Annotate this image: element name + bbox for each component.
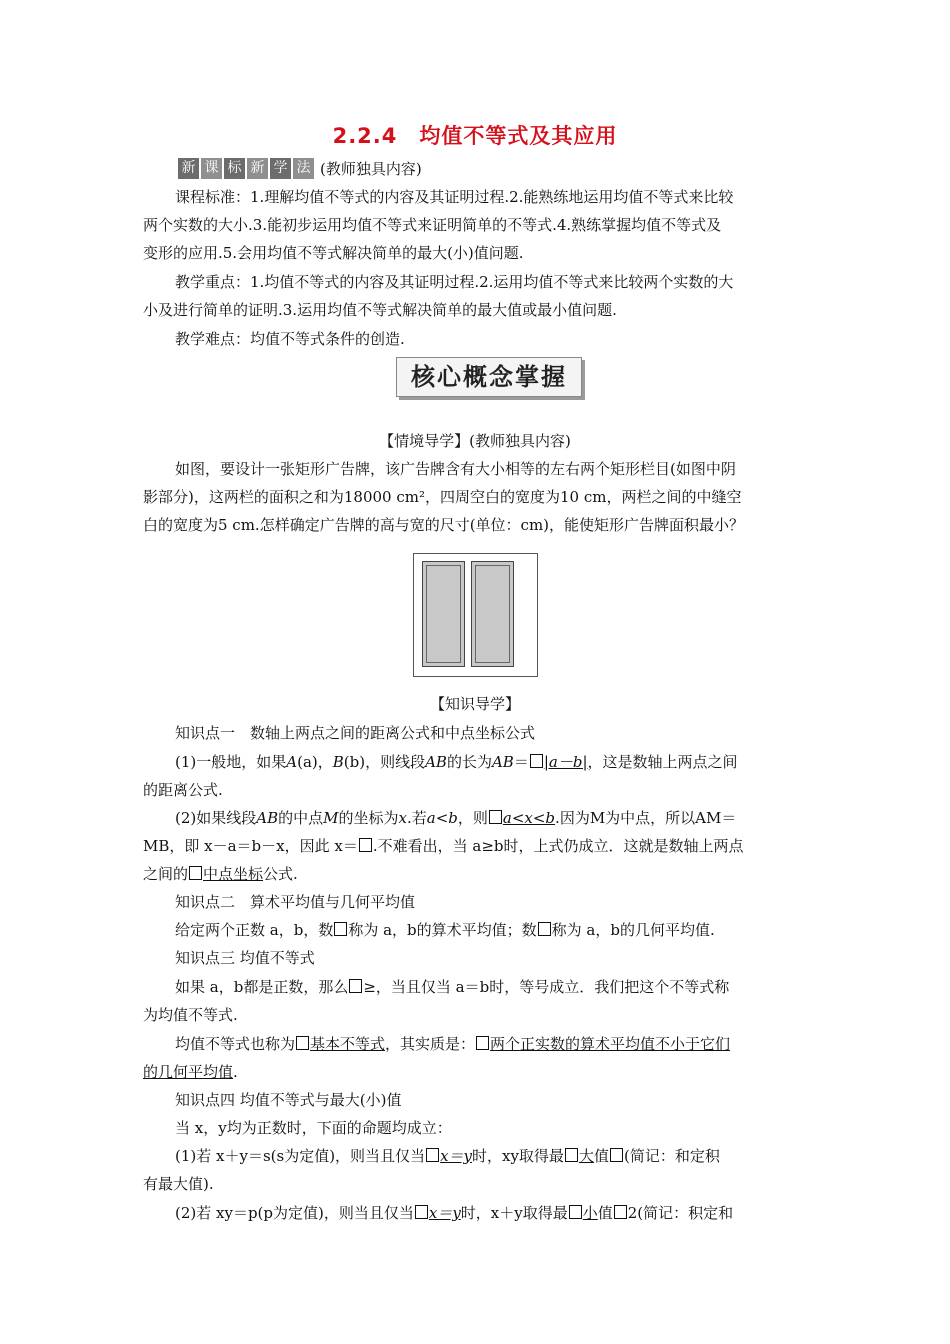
- right-column-panel: [471, 561, 514, 667]
- scenario-line: 白的宽度为5 cm.怎样确定广告牌的高与宽的尺寸(单位：cm)，能使矩形广告牌面积最小？: [143, 516, 745, 534]
- answer: 两个正实数的算术平均值不小于它们: [490, 1035, 731, 1053]
- kp4-intro: 当 x，y均为正数时，下面的命题均成立：: [175, 1119, 452, 1137]
- text: 的中点: [278, 809, 324, 827]
- kp3-line2: 为均值不等式.: [143, 1006, 238, 1024]
- kp3-title: 知识点三 均值不等式: [175, 949, 315, 967]
- badge-char: 新: [178, 158, 199, 179]
- text: 称为 a，b的几何平均值.: [551, 921, 715, 939]
- text: .不难看出，当 a≥b时，上式仍成立．这就是数轴上两点: [372, 837, 744, 855]
- curriculum-standard-line: 两个实数的大小.3.能初步运用均值不等式来证明简单的不等式.4.熟练掌握均值不等式及: [143, 216, 722, 234]
- text: ＝: [513, 753, 529, 771]
- page-title: 2.2.4 均值不等式及其应用: [332, 124, 618, 148]
- kp2-line1: [175, 919, 808, 941]
- answer: 中点坐标: [203, 865, 264, 883]
- scenario-line: 如图，要设计一张矩形广告牌，该广告牌含有大小相等的左右两个矩形栏目(如图中阴: [175, 460, 736, 478]
- kp3-line1: [175, 976, 808, 998]
- text: 如果 a，b都是正数，那么: [175, 978, 349, 996]
- text: (a)，: [297, 753, 333, 771]
- key-point-line: 小及进行简单的证明.3.运用均值不等式解决简单的最大值或最小值问题.: [143, 301, 617, 319]
- text: 之间的: [143, 865, 189, 883]
- answer: 基本不等式: [310, 1035, 386, 1053]
- text: (2)如果线段: [175, 809, 257, 827]
- text: B: [332, 753, 344, 771]
- text: 2(简记：积定和: [627, 1204, 734, 1222]
- text: ≥，当且仅当 a＝b时，等号成立．我们把这个不等式称: [363, 978, 730, 996]
- kp3-line3: [175, 1033, 808, 1055]
- kp1-line4: [143, 835, 808, 857]
- badge-char: 标: [224, 158, 245, 179]
- text: A: [286, 753, 298, 771]
- blank-box: [569, 1205, 582, 1219]
- kp2-title: 知识点二 算术平均值与几何平均值: [175, 893, 416, 911]
- curriculum-standard-line: 课程标准：1.理解均值不等式的内容及其证明过程.2.能熟练地运用均值不等式来比较: [175, 188, 734, 206]
- key-point-line: 教学重点：1.均值不等式的内容及其证明过程.2.运用均值不等式来比较两个实数的大: [175, 273, 734, 291]
- left-column-panel: [422, 561, 465, 667]
- badge-char: 学: [270, 158, 291, 179]
- text: ，其实质是：: [385, 1035, 476, 1053]
- billboard-figure: [413, 553, 538, 677]
- answer: x＝y: [440, 1147, 472, 1165]
- kp1-line1: [175, 751, 808, 773]
- blank-box: [189, 866, 202, 880]
- blank-box: [614, 1205, 627, 1219]
- text: .因为M为中点，所以AM＝: [555, 809, 737, 827]
- text: 时，xy取得最: [472, 1147, 564, 1165]
- kp4-line1: [175, 1145, 808, 1167]
- text: 值: [593, 1147, 609, 1165]
- kp1-line5: [143, 863, 808, 885]
- text: 公式.: [263, 865, 298, 883]
- text: AB: [425, 753, 447, 771]
- knowledge-heading: 【知识导学】: [429, 695, 520, 713]
- kp1-line3: [175, 807, 808, 829]
- kp4-title: 知识点四 均值不等式与最大(小)值: [175, 1091, 402, 1109]
- blank-box: [610, 1148, 623, 1162]
- difficulty-line: 教学难点：均值不等式条件的创造.: [175, 330, 405, 348]
- text: AB: [256, 809, 279, 827]
- text: 的坐标为: [338, 809, 399, 827]
- text: M: [323, 809, 339, 827]
- text: 称为 a，b的算术平均值；数: [348, 921, 537, 939]
- kp4-line2: 有最大值).: [143, 1175, 214, 1193]
- badge-char: 课: [201, 158, 222, 179]
- text: (2)若 xy＝p(p为定值)，则当且仅当: [175, 1204, 414, 1222]
- blank-box: [296, 1036, 309, 1050]
- blank-box: [359, 838, 372, 852]
- blank-box: [538, 922, 551, 936]
- answer: |a－b|: [543, 753, 588, 771]
- text: ，这是数轴上两点之间: [587, 753, 738, 771]
- text: a<b: [426, 809, 458, 827]
- text: 时，x＋y取得最: [460, 1204, 568, 1222]
- text: .若: [406, 809, 427, 827]
- text: (1)一般地，如果: [175, 753, 287, 771]
- blank-box: [415, 1205, 428, 1219]
- curriculum-standard-line: 变形的应用.5.会用均值不等式解决简单的最大(小)值问题.: [143, 244, 524, 262]
- text: MB，即 x－a＝b－x，因此 x＝: [143, 837, 358, 855]
- text: 值: [597, 1204, 613, 1222]
- answer: 的几何平均值: [143, 1063, 234, 1081]
- answer: 大: [578, 1147, 594, 1165]
- badge-char: 法: [293, 158, 314, 179]
- text: (b)，则线段: [343, 753, 426, 771]
- scenario-heading: 【情境导学】(教师独具内容): [379, 432, 571, 450]
- answer: a<x<b: [502, 809, 556, 827]
- kp3-line4: [143, 1061, 808, 1083]
- text: (简记：和定积: [623, 1147, 720, 1165]
- blank-box: [530, 754, 543, 768]
- new-curriculum-badge: [178, 157, 422, 179]
- blank-box: [565, 1148, 578, 1162]
- text: (1)若 x＋y＝s(s为定值)，则当且仅当: [175, 1147, 426, 1165]
- text: x: [398, 809, 407, 827]
- blank-box: [476, 1036, 489, 1050]
- text: AB: [491, 753, 514, 771]
- text: 的长为: [446, 753, 492, 771]
- text: 给定两个正数 a，b，数: [175, 921, 334, 939]
- text: .: [233, 1063, 238, 1081]
- kp1-line2: 的距离公式.: [143, 781, 223, 799]
- blank-box: [334, 922, 347, 936]
- blank-box: [489, 810, 502, 824]
- badge-char: 新: [247, 158, 268, 179]
- scenario-line: 影部分)，这两栏的面积之和为18000 cm²，四周空白的宽度为10 cm，两栏之间的中缝空: [143, 488, 742, 506]
- section-banner: 核心概念掌握: [396, 357, 582, 397]
- text: ，则: [457, 809, 488, 827]
- blank-box: [349, 979, 362, 993]
- text: 均值不等式也称为: [175, 1035, 296, 1053]
- kp1-title: 知识点一 数轴上两点之间的距离公式和中点坐标公式: [175, 724, 536, 742]
- kp4-line3: [175, 1202, 808, 1224]
- blank-box: [426, 1148, 439, 1162]
- answer: 小: [582, 1204, 598, 1222]
- teacher-note: (教师独具内容): [320, 159, 422, 178]
- answer: x＝y: [428, 1204, 461, 1222]
